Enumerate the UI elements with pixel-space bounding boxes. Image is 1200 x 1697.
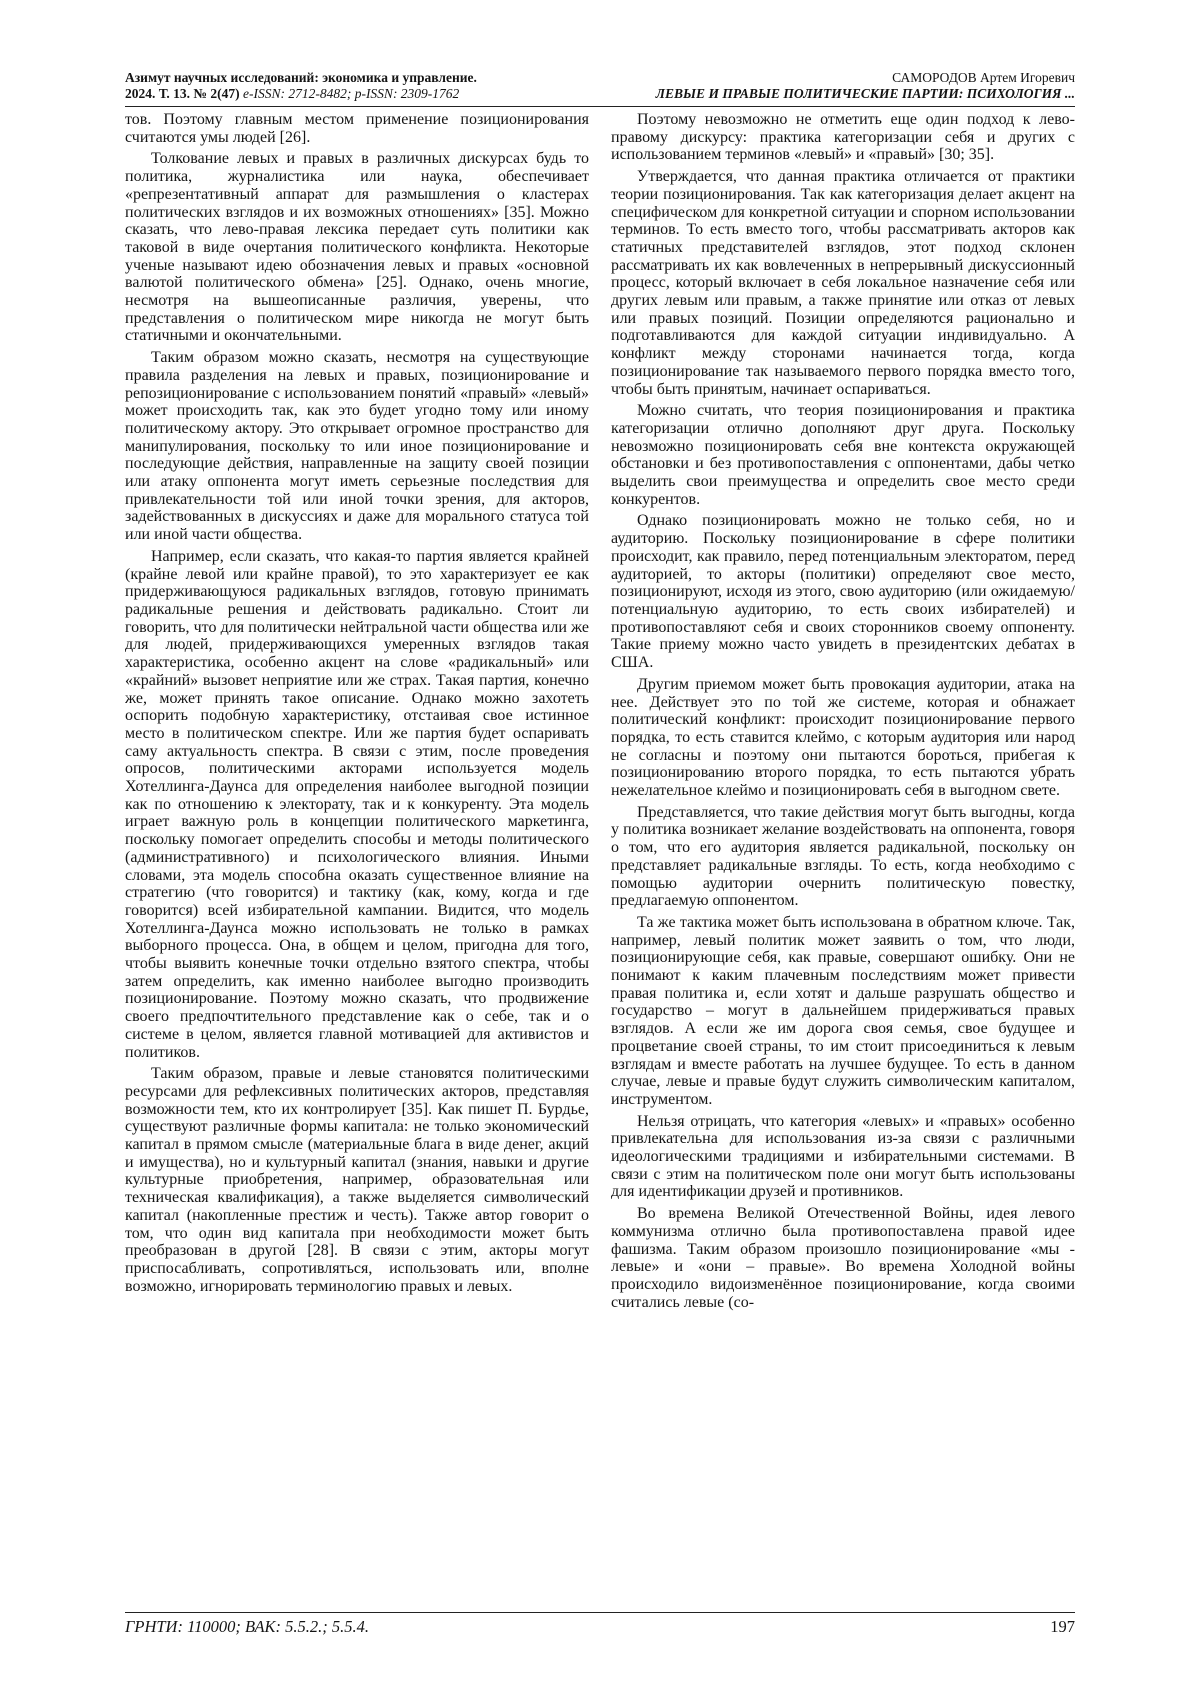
journal-volume: 2024. Т. 13. № 2(47) [125, 86, 240, 101]
paragraph: Таким образом, правые и левые становятся политическими ресурсами для рефлексивных политических акторов, представляя возможности тем, кто их контролирует [35]. Как пишет П. Бурдье, существуют различные формы капитала: не только экономический капитал в прямом смысле (материальные блага в виде денег, акций и имущества), но и культурный капитал (знания, навыки и другие культурные приобретения, например, образовательная или техническая квалификация), а также выделяется символический капитал (накопленные престиж и честь). Также автор говорит о том, что один вид капитала при необходимости может быть преобразован в другой [28]. В связи с этим, акторы могут приспосабливать, сопротивляться, использовать или, вполне возможно, игнорировать терминологию правых и левых. [125, 1065, 589, 1295]
article-title: ЛЕВЫЕ И ПРАВЫЕ ПОЛИТИЧЕСКИЕ ПАРТИИ: ПСИХОЛОГИЯ ... [655, 86, 1075, 101]
left-column [125, 111, 589, 1609]
paragraph: Можно считать, что теория позиционирования и практика категоризации отлично дополняют друг друга. Поскольку невозможно позиционировать себя вне контекста окружающей обстановки и без противопоставления с оппонентами, дабы четко выделить свои преимущества и определить свое место среди конкурентов. [611, 402, 1075, 508]
right-column [611, 111, 1075, 1609]
paragraph: Нельзя отрицать, что категория «левых» и «правых» особенно привлекательна для использования из-за связи с различными идеологическими традициями и избирательными системами. В связи с этим на политическом поле они могут быть использованы для идентификации друзей и противников. [611, 1112, 1075, 1201]
paragraph: Во времена Великой Отечественной Войны, идея левого коммунизма отлично была противопоставлена правой идее фашизма. Таким образом произошло позиционирование «мы - левые» и «они – правые». Во времена Холодной войны происходило видоизменённое позиционирование, когда своими считались левые (со- [611, 1205, 1075, 1311]
paragraph: Представляется, что такие действия могут быть выгодны, когда у политика возникает желание воздействовать на оппонента, говоря о том, что его аудитория является радикальной, поскольку он представляет радикальные взгляды. То есть, когда необходимо с помощью аудитории очернить политическую повестку, предлагаемую оппонентом. [611, 803, 1075, 910]
journal-info [125, 70, 477, 102]
page-header [125, 70, 1075, 107]
article-info [656, 70, 1075, 102]
paragraph: Та же тактика может быть использована в обратном ключе. Так, например, левый политик может заявить о том, что люди, позиционирующие себя, как правые, совершают ошибку. Они не понимают к каким плачевным последствиям может привести правая политика и, если хотят и дальше разрушать общество и государство – могут в дальнейшем придерживаться правых взглядов. А если же им дорога своя семья, свое будущее и процветание своей страны, то им стоит присоединиться к левым взглядам и вместе работать на лучшее будущее. То есть в данном случае, левые и правые будут служить символическим капиталом, инструментом. [611, 913, 1075, 1108]
paragraph: Однако позиционировать можно не только себя, но и аудиторию. Поскольку позиционирование в сфере политики происходит, как правило, перед потенциальным электоратом, перед аудиторией, то акторы (политики) определяют свое место, позиционируют, исходя из этого, свою аудиторию (или ожидаемую/потенциальную аудиторию, то есть своих избирателей) и противопоставляют себя и своих сторонников своему оппоненту. Такие приему можно часто увидеть в президентских дебатах в США. [611, 512, 1075, 672]
page-number: 197 [1050, 1617, 1075, 1636]
classification-codes: ГРНТИ: 110000; ВАК: 5.5.2.; 5.5.4. [125, 1617, 369, 1636]
page-footer [125, 1612, 1075, 1639]
paragraph: Утверждается, что данная практика отличается от практики теории позиционирования. Так как категоризация делает акцент на специфическом для конкретной ситуации и спорном использовании терминов. То есть вместо того, чтобы рассматривать акторов как статичных представителей взглядов, этот подход склонен рассматривать их как вовлеченных в непрерывный дискуссионный процесс, который включает в себя локальное назначение себя или других левым или правым, а также принятие или отказ от левых или правых позиций. Позиции определяются рационально и подготавливаются для каждой ситуации индивидуально. А конфликт между сторонами начинается тогда, когда позиционирование так называемого первого порядка вместо того, чтобы быть принятым, начинает оспариваться. [611, 168, 1075, 398]
author-name: САМОРОДОВ Артем Игоревич [892, 70, 1075, 85]
journal-issn: e-ISSN: 2712-8482; p-ISSN: 2309-1762 [239, 86, 460, 101]
journal-name: Азимут научных исследований: экономика и управление. [125, 70, 477, 85]
paragraph: Например, если сказать, что какая-то партия является крайней (крайне левой или крайне правой), то это характеризует ее как придерживающуюся радикальных взглядов, готовую принимать радикальные решения и действовать радикально. Стоит ли говорить, что для политически нейтральной части общества или же для людей, придерживающихся умеренных взглядов такая характеристика, особенно акцент на слове «радикальный» или «крайний» вызовет неприятие или же страх. Такая партия, конечно же, может принять такое описание. Однако можно захотеть оспорить подобную характеристику, отстаивая свое истинное место в политическом спектре. Или же партия будет оспаривать саму актуальность спектра. В связи с этим, после проведения опросов, политическими акторами используется модель Хотеллинга-Даунса для определения наиболее выгодной позиции как по отношению к электорату, так и к конкуренту. Эта модель играет важную роль в концепции политического маркетинга, поскольку помогает определить способы и методы политического (административного) и психологического влияния. Иными словами, эта модель способна оказать существенное влияние на стратегию (что говорится) и тактику (как, кому, когда и где говорится) всей избирательной кампании. Видится, что модель Хотеллинга-Даунса можно использовать не только в рамках выборного процесса. Она, в общем и целом, пригодна для того, чтобы выявить конечные точки отдельно взятого спектра, чтобы затем определить, как именно наиболее выгодно производить позиционирование. Поэтому можно сказать, что продвижение своего предпочтительного представление как о себе, так и о системе в целом, является главной мотивацией для активистов и политиков. [125, 547, 589, 1061]
paragraph: тов. Поэтому главным местом применение позиционирования считаются умы людей [26]. [125, 111, 589, 146]
paragraph: Другим приемом может быть провокация аудитории, атака на нее. Действует это по той же системе, которая и обнажает политический конфликт: происходит позиционирование первого порядка, то есть ставится клеймо, с которым аудитория или народ не согласны и поэтому они пытаются бороться, прибегая к позиционированию второго порядка, то есть пытаются убрать нежелательное клеймо и позиционировать себя в выгодном свете. [611, 675, 1075, 800]
paragraph: Таким образом можно сказать, несмотря на существующие правила разделения на левых и правых, позиционирование и репозиционирование с использованием понятий «правый» «левый» может происходить так, как это будет угодно тому или иному политическому актору. Это открывает огромное пространство для манипулирования, поскольку то или иное позиционирование и последующие действия, направленные на защиту своей позиции или атаку оппонента могут иметь серьезные последствия для привлекательности той или иной точки зрения, для акторов, задействованных в дискуссиях и даже для морального статуса той или иной части общества. [125, 349, 589, 544]
paragraph: Поэтому невозможно не отметить еще один подход к лево-правому дискурсу: практика категоризации себя и других с использованием терминов «левый» и «правый» [30; 35]. [611, 111, 1075, 164]
paragraph: Толкование левых и правых в различных дискурсах будь то политика, журналистика или наука, обеспечивает «репрезентативный аппарат для размышления о кластерах политических взглядов и их возможных отношениях» [35]. Можно сказать, что лево-правая лексика передает суть политики как таковой в виде очертания политического конфликта. Некоторые ученые называют идею обозначения левых и правых «основной валютой политического обмена» [25]. Однако, очень многие, несмотря на вышеописанные различия, уверены, что представления о политическом мире никогда не могут быть статичными и окончательными. [125, 150, 589, 345]
body-columns [125, 111, 1075, 1609]
